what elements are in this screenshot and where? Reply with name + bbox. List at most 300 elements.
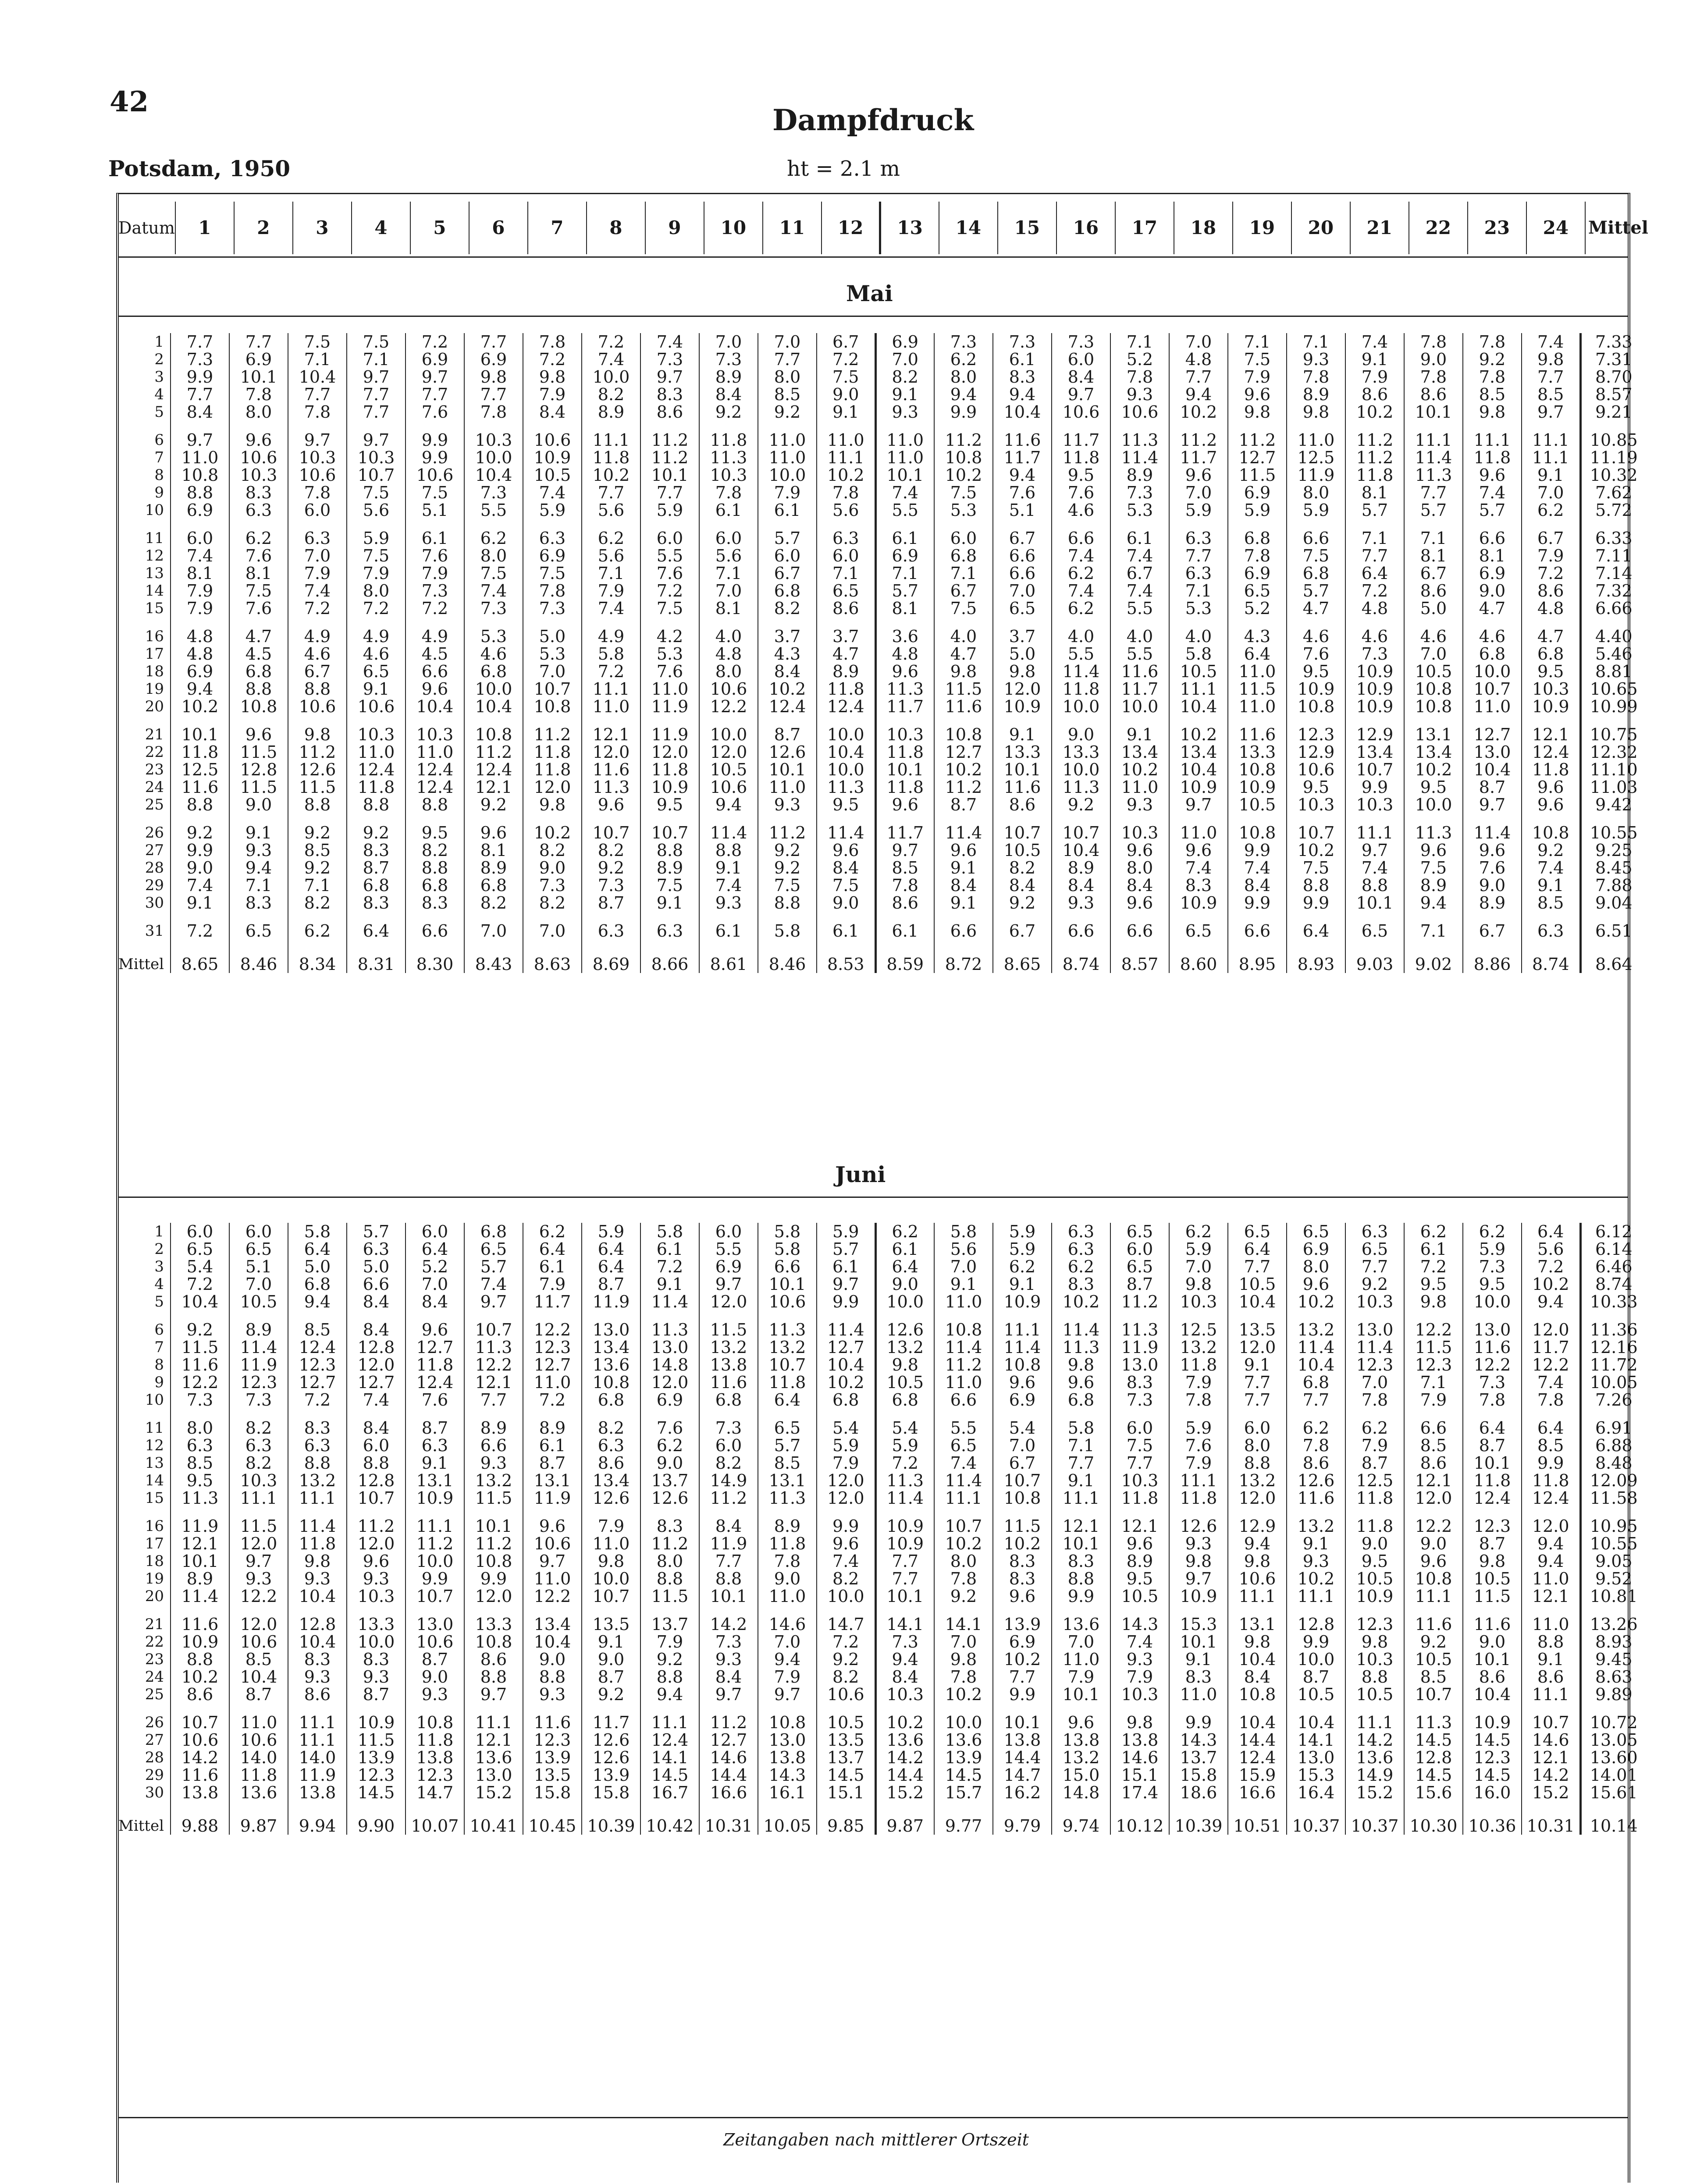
value-cell: 9.6 [582,796,640,813]
value-cell: 10.1 [1345,894,1404,912]
value-cell: 8.3 [993,368,1052,386]
value-cell: 9.8 [1169,1552,1228,1570]
value-cell: 10.3 [699,466,758,484]
value-cell: 11.2 [464,743,523,761]
value-cell: 10.2 [1052,1293,1110,1310]
value-cell: 10.1 [758,761,817,778]
value-cell: 11.1 [582,680,640,698]
day-cell: 13 [145,565,164,582]
value-cell: 9.3 [758,796,817,813]
value-cell: 8.7 [1463,1535,1522,1552]
value-cell: 9.7 [1522,403,1580,421]
value-cell: 10.4 [288,368,347,386]
day-cell: 13 [145,1454,164,1472]
value-cell: 3.7 [817,617,875,645]
value-cell: 6.6 [405,663,464,680]
value-cell: 11.3 [1110,1310,1169,1339]
value-cell: 13.0 [1110,1356,1169,1374]
value-cell: 5.9 [817,1437,875,1454]
value-cell: 9.2 [582,1686,640,1703]
value-cell: 10.8 [993,1356,1052,1374]
value-cell: 13.0 [582,1310,640,1339]
value-cell: 6.5 [1228,1223,1287,1240]
value-cell: 9.7 [288,421,347,449]
value-cell: 13.0 [758,1731,817,1749]
value-cell: 12.6 [640,1489,699,1507]
value-cell: 8.0 [934,368,993,386]
value-cell: 11.6 [1287,1489,1345,1507]
value-cell: 11.8 [1345,1489,1404,1507]
value-cell: 10.6 [405,1633,464,1651]
value-cell: 6.2 [582,519,640,547]
value-cell: 11.5 [229,1507,288,1535]
value-cell: 10.1 [1169,1633,1228,1651]
value-cell: 14.1 [934,1605,993,1633]
value-cell: 14.2 [1345,1731,1404,1749]
value-cell: 7.6 [640,565,699,582]
value-cell: 5.8 [288,1223,347,1240]
day-cell: 18 [145,1552,164,1570]
day-cell: 3 [154,1258,164,1275]
value-cell: 7.2 [171,912,229,940]
value-cell: 12.4 [405,778,464,796]
value-cell: 6.6 [1052,912,1110,940]
value-cell: 6.4 [758,1391,817,1409]
value-cell: 6.8 [699,1391,758,1409]
value-cell: 8.1 [464,842,523,859]
value-cell: 9.9 [993,1686,1052,1703]
value-cell: 11.1 [582,421,640,449]
hourly-mean-cell: 8.46 [758,940,817,973]
value-cell: 4.8 [171,617,229,645]
value-cell: 8.4 [993,877,1052,894]
value-cell: 11.6 [993,778,1052,796]
hourly-mean-cell: 10.07 [405,1801,464,1835]
value-cell: 11.8 [1345,1507,1404,1535]
value-cell: 10.9 [1169,894,1228,912]
value-cell: 10.0 [817,1587,875,1605]
value-cell: 5.5 [875,501,934,519]
daily-mean-cell: 10.05 [1580,1374,1646,1391]
value-cell: 5.5 [934,1409,993,1437]
value-cell: 11.1 [229,1489,288,1507]
daily-mean-cell: 8.45 [1580,859,1646,877]
value-cell: 8.9 [171,1570,229,1587]
value-cell: 7.6 [993,484,1052,501]
value-cell: 11.4 [1052,663,1110,680]
value-cell: 11.8 [640,761,699,778]
value-cell: 8.0 [699,663,758,680]
value-cell: 10.3 [1345,1293,1404,1310]
value-cell: 11.1 [288,1703,347,1731]
value-cell: 7.4 [1463,484,1522,501]
value-cell: 6.3 [171,1437,229,1454]
col-header-hour: 15 [998,202,1056,254]
value-cell: 5.8 [758,1240,817,1258]
value-cell: 6.0 [171,519,229,547]
value-cell: 9.2 [758,859,817,877]
value-cell: 7.0 [934,1258,993,1275]
value-cell: 6.0 [934,519,993,547]
value-cell: 5.7 [464,1258,523,1275]
value-cell: 11.3 [1052,778,1110,796]
value-cell: 6.1 [817,1258,875,1275]
value-cell: 8.1 [1463,547,1522,565]
value-cell: 15.1 [817,1784,875,1801]
value-cell: 11.1 [1169,680,1228,698]
value-cell: 12.7 [1463,715,1522,743]
value-cell: 7.9 [171,582,229,600]
value-cell: 6.4 [347,912,405,940]
table-row [118,1570,1646,1587]
daily-mean-cell: 9.21 [1580,403,1646,421]
value-cell: 10.8 [934,715,993,743]
value-cell: 10.3 [1345,796,1404,813]
value-cell: 12.1 [1522,715,1580,743]
value-cell: 12.1 [1052,1507,1110,1535]
value-cell: 8.2 [582,386,640,403]
value-cell: 6.6 [993,565,1052,582]
value-cell: 10.8 [758,1703,817,1731]
value-cell: 9.5 [1404,778,1463,796]
value-cell: 7.7 [699,1552,758,1570]
value-cell: 7.7 [582,484,640,501]
value-cell: 6.4 [1522,1409,1580,1437]
value-cell: 9.3 [699,894,758,912]
value-cell: 8.0 [347,582,405,600]
hourly-mean-cell: 8.59 [875,940,934,973]
value-cell: 11.0 [640,680,699,698]
value-cell: 10.7 [758,1356,817,1374]
value-cell: 11.8 [1463,449,1522,466]
value-cell: 9.0 [1463,582,1522,600]
value-cell: 6.9 [171,501,229,519]
value-cell: 3.7 [993,617,1052,645]
value-cell: 11.1 [934,1489,993,1507]
value-cell: 14.8 [640,1356,699,1374]
value-cell: 15.3 [1287,1766,1345,1784]
hourly-mean-cell: 8.30 [405,940,464,973]
value-cell: 6.2 [523,1223,582,1240]
value-cell: 4.2 [640,617,699,645]
value-cell: 10.1 [1463,1651,1522,1668]
value-cell: 7.2 [347,600,405,617]
value-cell: 9.1 [1169,1651,1228,1668]
value-cell: 8.9 [699,368,758,386]
value-cell: 6.9 [993,1391,1052,1409]
value-cell: 8.2 [875,368,934,386]
value-cell: 7.0 [1052,1633,1110,1651]
value-cell: 7.0 [405,1275,464,1293]
value-cell: 9.6 [1169,842,1228,859]
value-cell: 6.9 [1463,565,1522,582]
value-cell: 10.4 [1287,1356,1345,1374]
value-cell: 13.8 [405,1749,464,1766]
value-cell: 13.1 [523,1472,582,1489]
day-cell: 15 [145,1489,164,1507]
value-cell: 4.0 [1110,617,1169,645]
hourly-mean-row [118,1801,1646,1835]
col-header-hour: 21 [1350,202,1409,254]
value-cell: 6.7 [934,582,993,600]
value-cell: 8.7 [405,1409,464,1437]
value-cell: 8.0 [1287,1258,1345,1275]
day-cell: 15 [145,600,164,617]
value-cell: 7.8 [1345,1391,1404,1409]
value-cell: 10.2 [934,1535,993,1552]
value-cell: 9.1 [817,403,875,421]
value-cell: 7.4 [1052,547,1110,565]
hourly-mean-cell: 9.87 [875,1801,934,1835]
value-cell: 10.9 [1345,1587,1404,1605]
value-cell: 9.7 [347,368,405,386]
value-cell: 14.3 [1110,1605,1169,1633]
value-cell: 9.2 [758,842,817,859]
value-cell: 7.1 [875,565,934,582]
value-cell: 9.6 [875,796,934,813]
table-row [118,894,1646,912]
value-cell: 7.0 [229,1275,288,1293]
table-row [118,698,1646,715]
value-cell: 11.8 [1522,761,1580,778]
value-cell: 11.2 [1345,449,1404,466]
value-cell: 7.2 [523,1391,582,1409]
value-cell: 10.8 [1404,680,1463,698]
data-table-mai [118,333,1646,973]
value-cell: 9.3 [288,1668,347,1686]
value-cell: 8.8 [640,842,699,859]
daily-mean-cell: 9.42 [1580,796,1646,813]
value-cell: 10.4 [1169,698,1228,715]
value-cell: 9.0 [171,859,229,877]
hourly-mean-cell: 10.39 [1169,1801,1228,1835]
value-cell: 9.2 [1052,796,1110,813]
daily-mean-cell: 5.46 [1580,645,1646,663]
value-cell: 9.1 [699,859,758,877]
value-cell: 14.8 [1052,1784,1110,1801]
value-cell: 6.9 [640,1391,699,1409]
value-cell: 11.4 [1287,1339,1345,1356]
value-cell: 6.9 [875,333,934,351]
value-cell: 5.9 [1169,1409,1228,1437]
value-cell: 7.6 [405,547,464,565]
value-cell: 13.5 [817,1731,875,1749]
value-cell: 8.0 [229,403,288,421]
value-cell: 7.0 [1404,645,1463,663]
value-cell: 7.4 [1110,1633,1169,1651]
value-cell: 13.4 [1345,743,1404,761]
value-cell: 6.0 [405,1223,464,1240]
table-row [118,663,1646,680]
value-cell: 4.6 [1404,617,1463,645]
value-cell: 8.9 [758,1507,817,1535]
value-cell: 8.3 [347,1651,405,1668]
value-cell: 14.2 [171,1749,229,1766]
value-cell: 8.1 [699,600,758,617]
value-cell: 14.5 [1463,1766,1522,1784]
value-cell: 11.3 [640,1310,699,1339]
daily-mean-cell: 8.74 [1580,1275,1646,1293]
value-cell: 12.9 [1345,715,1404,743]
value-cell: 7.9 [523,1275,582,1293]
value-cell: 6.8 [817,1391,875,1409]
value-cell: 7.0 [1522,484,1580,501]
value-cell: 6.6 [1228,912,1287,940]
value-cell: 11.0 [875,421,934,449]
value-cell: 6.2 [1522,501,1580,519]
daily-mean-cell: 6.88 [1580,1437,1646,1454]
value-cell: 9.0 [523,1651,582,1668]
value-cell: 7.6 [640,663,699,680]
value-cell: 7.7 [1522,368,1580,386]
value-cell: 7.9 [1169,1374,1228,1391]
value-cell: 6.5 [1345,912,1404,940]
value-cell: 7.6 [405,403,464,421]
value-cell: 14.2 [1522,1766,1580,1784]
value-cell: 10.8 [993,1489,1052,1507]
value-cell: 12.1 [582,715,640,743]
value-cell: 5.1 [993,501,1052,519]
value-cell: 9.7 [699,1686,758,1703]
value-cell: 13.4 [1169,743,1228,761]
value-cell: 9.8 [523,368,582,386]
value-cell: 10.3 [288,449,347,466]
value-cell: 7.8 [1287,1437,1345,1454]
hourly-mean-cell: 8.60 [1169,940,1228,973]
value-cell: 10.2 [934,1686,993,1703]
value-cell: 15.7 [934,1784,993,1801]
value-cell: 10.1 [171,715,229,743]
value-cell: 7.3 [1110,484,1169,501]
value-cell: 12.4 [1463,1489,1522,1507]
value-cell: 7.5 [640,877,699,894]
value-cell: 10.9 [1169,778,1228,796]
value-cell: 7.4 [523,484,582,501]
value-cell: 6.3 [288,1437,347,1454]
value-cell: 9.9 [405,421,464,449]
value-cell: 8.2 [229,1454,288,1472]
value-cell: 11.0 [758,778,817,796]
value-cell: 6.8 [1287,565,1345,582]
value-cell: 7.5 [934,484,993,501]
value-cell: 8.6 [1404,1454,1463,1472]
value-cell: 10.6 [288,698,347,715]
value-cell: 11.2 [758,813,817,842]
value-cell: 7.3 [523,877,582,894]
value-cell: 7.7 [1345,1258,1404,1275]
value-cell: 5.9 [640,501,699,519]
value-cell: 7.0 [523,663,582,680]
value-cell: 9.9 [1052,1587,1110,1605]
value-cell: 11.8 [1463,1472,1522,1489]
value-cell: 10.2 [934,761,993,778]
value-cell: 12.8 [1404,1749,1463,1766]
value-cell: 9.5 [1522,663,1580,680]
value-cell: 10.2 [993,1535,1052,1552]
value-cell: 7.7 [1110,1454,1169,1472]
value-cell: 7.3 [464,600,523,617]
value-cell: 6.6 [347,1275,405,1293]
value-cell: 9.7 [523,1552,582,1570]
value-cell: 7.7 [1169,368,1228,386]
value-cell: 12.0 [229,1605,288,1633]
value-cell: 12.7 [288,1374,347,1391]
value-cell: 4.6 [1345,617,1404,645]
value-cell: 8.5 [1522,894,1580,912]
value-cell: 8.7 [523,1454,582,1472]
value-cell: 10.0 [1052,761,1110,778]
col-header-hour: 6 [469,202,528,254]
table-row [118,1731,1646,1749]
value-cell: 8.5 [1522,1437,1580,1454]
value-cell: 6.0 [1110,1409,1169,1437]
value-cell: 5.8 [582,645,640,663]
value-cell: 7.3 [405,582,464,600]
value-cell: 6.4 [405,1240,464,1258]
value-cell: 11.8 [1345,466,1404,484]
value-cell: 10.1 [1404,403,1463,421]
value-cell: 6.9 [464,351,523,368]
value-cell: 8.3 [288,1409,347,1437]
value-cell: 9.7 [1169,1570,1228,1587]
value-cell: 6.7 [1404,565,1463,582]
value-cell: 8.4 [1052,877,1110,894]
value-cell: 5.9 [993,1240,1052,1258]
day-cell: 6 [154,431,164,449]
value-cell: 12.0 [1522,1507,1580,1535]
daily-mean-cell: 8.48 [1580,1454,1646,1472]
value-cell: 5.6 [582,547,640,565]
value-cell: 6.3 [582,1437,640,1454]
value-cell: 9.8 [1345,1633,1404,1651]
value-cell: 13.2 [1169,1339,1228,1356]
value-cell: 7.1 [288,877,347,894]
daily-mean-cell: 5.72 [1580,501,1646,519]
value-cell: 10.2 [993,1651,1052,1668]
value-cell: 11.8 [405,1356,464,1374]
col-header-hour: 8 [587,202,645,254]
value-cell: 7.4 [1169,859,1228,877]
table-row [118,617,1646,645]
daily-mean-cell: 9.52 [1580,1570,1646,1587]
value-cell: 7.8 [934,1570,993,1587]
value-cell: 14.7 [817,1605,875,1633]
value-cell: 8.5 [758,1454,817,1472]
value-cell: 5.0 [347,1258,405,1275]
daily-mean-cell: 10.85 [1580,421,1646,449]
value-cell: 9.2 [1463,351,1522,368]
table-row [118,1633,1646,1651]
value-cell: 11.1 [640,1703,699,1731]
value-cell: 6.3 [1345,1223,1404,1240]
value-cell: 9.0 [523,859,582,877]
value-cell: 7.8 [875,877,934,894]
value-cell: 9.2 [582,859,640,877]
value-cell: 10.0 [347,1633,405,1651]
value-cell: 7.2 [405,333,464,351]
value-cell: 7.2 [582,663,640,680]
value-cell: 6.2 [1169,1223,1228,1240]
value-cell: 6.5 [347,663,405,680]
value-cell: 9.6 [993,1587,1052,1605]
value-cell: 8.1 [171,565,229,582]
value-cell: 6.3 [1522,912,1580,940]
value-cell: 8.0 [464,547,523,565]
value-cell: 6.1 [640,1240,699,1258]
value-cell: 6.2 [993,1258,1052,1275]
value-cell: 7.2 [171,1275,229,1293]
value-cell: 6.0 [758,547,817,565]
